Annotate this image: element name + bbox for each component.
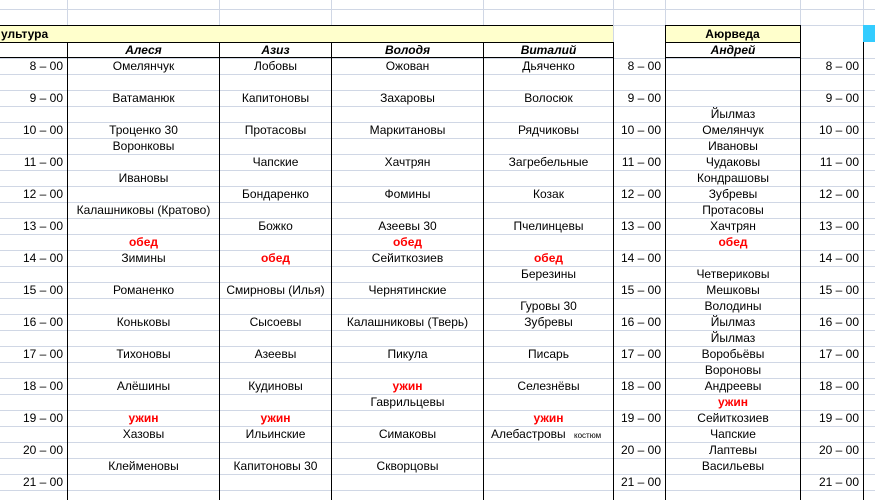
time-col-2-9–00: 9 – 00 <box>627 91 661 105</box>
booking-aziz: Сысоевы <box>249 315 302 329</box>
booking-vitaliy: Писарь <box>528 347 569 361</box>
booking-vitaliy: Гуровы 30 <box>520 299 577 313</box>
time-col-1-20–00: 20 – 00 <box>22 443 63 457</box>
booking-alesya: обед <box>128 235 159 249</box>
booking-alesya: Троценко 30 <box>109 123 178 137</box>
booking-andrey: Йылмаз <box>710 107 756 121</box>
booking-vitaliy: Березины <box>520 267 577 281</box>
time-col-3-19–00: 19 – 00 <box>818 411 859 425</box>
time-col-2-14–00: 14 – 00 <box>620 251 661 265</box>
instructor-andrey: Андрей <box>710 43 756 57</box>
grid-line <box>0 9 875 10</box>
booking-andrey: Сейиткозиев <box>697 411 769 425</box>
booking-vitaliy: Пчелинцевы <box>513 219 584 233</box>
booking-vitaliy: Загребельные <box>508 155 589 169</box>
booking-volodya: обед <box>392 235 423 249</box>
booking-volodya: Ожован <box>385 59 430 73</box>
booking-vitaliy: Алебастровы <box>491 427 566 441</box>
section-title-left: ультура <box>1 27 49 41</box>
time-col-2-19–00: 19 – 00 <box>620 411 661 425</box>
booking-vitaliy: обед <box>533 251 564 265</box>
booking-andrey: ужин <box>718 395 748 409</box>
booking-alesya: Зимины <box>121 251 166 265</box>
booking-vitaliy: Рядчиковы <box>517 123 580 137</box>
time-col-2-11–00: 11 – 00 <box>621 155 661 169</box>
time-col-1-15–00: 15 – 00 <box>22 283 63 297</box>
booking-aziz: ужин <box>260 411 291 425</box>
time-col-1-11–00: 11 – 00 <box>23 155 63 169</box>
time-col-3-21–00: 21 – 00 <box>818 475 859 489</box>
booking-aziz: Капитоновы 30 <box>233 459 318 473</box>
booking-aziz: Азеевы <box>254 347 297 361</box>
time-col-1-12–00: 12 – 00 <box>22 187 63 201</box>
booking-andrey: Йылмаз <box>710 315 756 329</box>
time-col-2-17–00: 17 – 00 <box>620 347 661 361</box>
time-col-1-16–00: 16 – 00 <box>22 315 63 329</box>
time-col-3-18–00: 18 – 00 <box>818 379 859 393</box>
booking-aziz: Лобовы <box>253 59 298 73</box>
time-col-3-17–00: 17 – 00 <box>818 347 859 361</box>
booking-andrey: Лаптевы <box>708 443 758 457</box>
booking-andrey: Вороновы <box>704 363 762 377</box>
booking-volodya: Захаровы <box>380 91 435 105</box>
grid-line <box>0 474 875 475</box>
booking-volodya: Фомины <box>384 187 431 201</box>
time-col-3-13–00: 13 – 00 <box>818 219 859 233</box>
booking-vitaliy: Дьяченко <box>522 59 575 73</box>
booking-volodya: Маркитановы <box>369 123 446 137</box>
time-col-2-15–00: 15 – 00 <box>620 283 661 297</box>
section-title-right: Аюрведа <box>705 27 760 41</box>
time-col-3-20–00: 20 – 00 <box>818 443 859 457</box>
time-col-1-17–00: 17 – 00 <box>22 347 63 361</box>
time-col-2-16–00: 16 – 00 <box>620 315 661 329</box>
booking-aziz: Кудиновы <box>248 379 303 393</box>
booking-volodya: Сейиткозиев <box>371 251 444 265</box>
time-col-3-12–00: 12 – 00 <box>818 187 859 201</box>
booking-aziz: Чапские <box>252 155 299 169</box>
booking-aziz: Ильинские <box>245 427 306 441</box>
booking-andrey: Чапские <box>710 427 756 441</box>
time-col-1-13–00: 13 – 00 <box>22 219 63 233</box>
time-col-2-20–00: 20 – 00 <box>620 443 661 457</box>
time-col-3-11–00: 11 – 00 <box>819 155 859 169</box>
time-col-3-10–00: 10 – 00 <box>818 123 859 137</box>
booking-volodya: Хачтрян <box>384 155 431 169</box>
booking-alesya: ужин <box>128 411 159 425</box>
time-col-2-18–00: 18 – 00 <box>620 379 661 393</box>
grid-line <box>0 490 875 491</box>
booking-volodya: Симаковы <box>378 427 437 441</box>
time-col-2-10–00: 10 – 00 <box>620 123 661 137</box>
time-col-1-8–00: 8 – 00 <box>29 59 63 73</box>
booking-alesya: Клейменовы <box>108 459 179 473</box>
note-costume: костюм <box>574 431 602 440</box>
booking-volodya: Азеевы 30 <box>378 219 437 233</box>
booking-aziz: Протасовы <box>244 123 307 137</box>
booking-andrey: обед <box>718 235 748 249</box>
section-header-partial <box>863 25 875 42</box>
booking-vitaliy: Зубревы <box>524 315 573 329</box>
booking-alesya: Коньковы <box>116 315 171 329</box>
booking-aziz: Божко <box>258 219 293 233</box>
instructor-vitaliy: Виталий <box>520 43 577 57</box>
booking-alesya: Хазовы <box>122 427 165 441</box>
booking-aziz: Смирновы (Илья) <box>226 283 325 297</box>
booking-volodya: Пикула <box>387 347 428 361</box>
time-col-1-14–00: 14 – 00 <box>22 251 63 265</box>
booking-aziz: обед <box>260 251 291 265</box>
booking-aziz: Бондаренко <box>242 187 309 201</box>
booking-vitaliy: Селезнёвы <box>517 379 580 393</box>
booking-vitaliy: Волосюк <box>524 91 573 105</box>
time-col-3-14–00: 14 – 00 <box>818 251 859 265</box>
instructor-volodya: Володя <box>384 43 431 57</box>
booking-andrey: Андреевы <box>704 379 762 393</box>
booking-andrey: Омелянчук <box>702 123 764 137</box>
booking-andrey: Протасовы <box>702 203 764 217</box>
time-col-2-8–00: 8 – 00 <box>627 59 661 73</box>
booking-alesya: Тихоновы <box>116 347 171 361</box>
booking-vitaliy: Козак <box>533 187 564 201</box>
instructor-alesya: Алеся <box>125 43 162 57</box>
booking-alesya: Калашниковы (Кратово) <box>76 203 211 217</box>
booking-andrey: Хачтрян <box>710 219 756 233</box>
booking-andrey: Четвериковы <box>696 267 770 281</box>
booking-andrey: Володины <box>704 299 762 313</box>
booking-alesya: Ватаманюк <box>112 91 175 105</box>
booking-andrey: Кондрашовы <box>697 171 769 185</box>
time-col-3-9–00: 9 – 00 <box>825 91 859 105</box>
booking-volodya: Калашниковы (Тверь) <box>346 315 469 329</box>
booking-aziz: Капитоновы <box>241 91 310 105</box>
booking-andrey: Чудаковы <box>705 155 761 169</box>
booking-alesya: Воронковы <box>112 139 175 153</box>
booking-alesya: Омелянчук <box>112 59 175 73</box>
time-col-2-21–00: 21 – 00 <box>620 475 661 489</box>
time-col-1-18–00: 18 – 00 <box>22 379 63 393</box>
booking-volodya: Гаврильцевы <box>370 395 445 409</box>
booking-alesya: Романенко <box>112 283 175 297</box>
time-col-2-12–00: 12 – 00 <box>620 187 661 201</box>
booking-vitaliy: ужин <box>533 411 564 425</box>
time-col-1-9–00: 9 – 00 <box>29 91 63 105</box>
booking-andrey: Йылмаз <box>710 331 756 345</box>
instructor-aziz: Азиз <box>261 43 290 57</box>
booking-andrey: Мешковы <box>706 283 760 297</box>
booking-alesya: Алёшины <box>116 379 171 393</box>
booking-volodya: Чернятинские <box>368 283 447 297</box>
section-header-left <box>0 25 613 43</box>
time-col-3-16–00: 16 – 00 <box>818 315 859 329</box>
time-col-2-13–00: 13 – 00 <box>620 219 661 233</box>
time-col-1-10–00: 10 – 00 <box>22 123 63 137</box>
booking-volodya: Скворцовы <box>376 459 439 473</box>
border <box>863 42 864 500</box>
time-col-3-15–00: 15 – 00 <box>818 283 859 297</box>
grid-line <box>0 74 875 75</box>
time-col-1-19–00: 19 – 00 <box>22 411 63 425</box>
booking-volodya: ужин <box>392 379 423 393</box>
booking-andrey: Зубревы <box>708 187 758 201</box>
booking-alesya: Ивановы <box>118 171 169 185</box>
booking-andrey: Васильевы <box>701 459 765 473</box>
time-col-1-21–00: 21 – 00 <box>22 475 63 489</box>
booking-andrey: Ивановы <box>708 139 758 153</box>
section-header-right <box>665 25 800 43</box>
time-col-3-8–00: 8 – 00 <box>825 59 859 73</box>
booking-andrey: Воробьёвы <box>701 347 765 361</box>
